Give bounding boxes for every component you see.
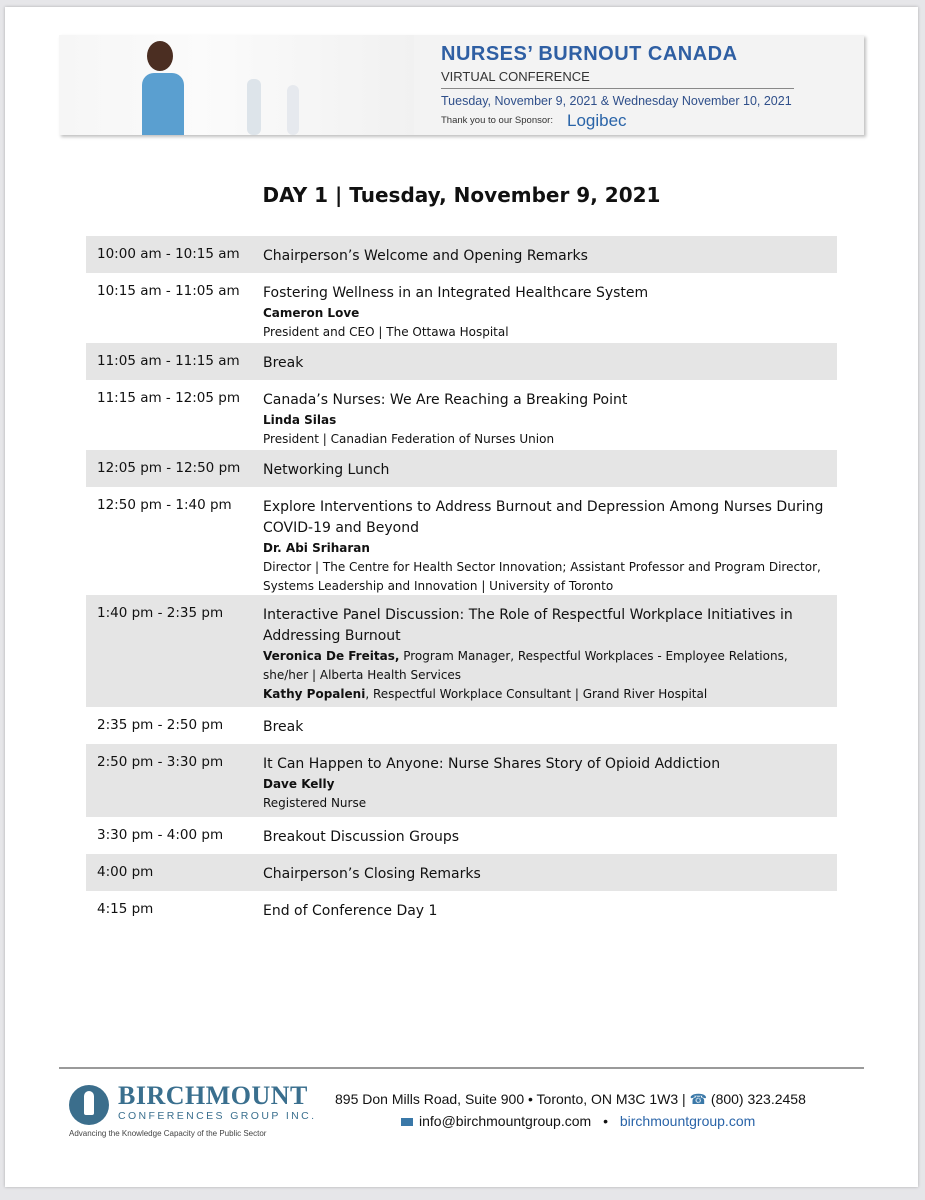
session-title: Break (263, 719, 304, 735)
session-title: Explore Interventions to Address Burnout and Depression Among Nurses During COVID-19 and Beyond (263, 499, 824, 536)
session-time: 3:30 pm - 4:00 pm (97, 827, 224, 843)
speaker-affiliation: Director | The Centre for Health Sector Innovation; Assistant Professor and Program Director, Systems Leadership and Innovation | University of Toronto (263, 560, 821, 593)
panelist (263, 685, 829, 704)
banner-divider (441, 88, 794, 89)
schedule-row (86, 450, 837, 487)
schedule-row (86, 707, 837, 744)
session-time: 1:40 pm - 2:35 pm (97, 605, 224, 621)
nurse-figure-body (142, 73, 184, 135)
session-time: 10:15 am - 11:05 am (97, 283, 240, 299)
speaker-affiliation: Registered Nurse (263, 796, 367, 810)
schedule-row (86, 380, 837, 450)
session-details (263, 827, 829, 848)
org-tagline: Advancing the Knowledge Capacity of the Public Sector (69, 1129, 267, 1138)
org-group: CONFERENCES GROUP INC. (118, 1110, 317, 1122)
speaker-affiliation: President | Canadian Federation of Nurses Union (263, 432, 555, 446)
session-details (263, 497, 829, 596)
org-name: BIRCHMOUNT (118, 1081, 308, 1110)
session-time: 2:50 pm - 3:30 pm (97, 754, 224, 770)
session-title: Fostering Wellness in an Integrated Healthcare System (263, 285, 649, 301)
phone-icon: ☎ (689, 1091, 708, 1107)
session-time: 11:15 am - 12:05 pm (97, 390, 240, 406)
phone-number[interactable]: (800) 323.2458 (710, 1091, 806, 1107)
session-time: 2:35 pm - 2:50 pm (97, 717, 224, 733)
speaker-name: Linda Silas (263, 413, 337, 427)
footer-contact-line (401, 1113, 755, 1129)
footer-divider (59, 1067, 864, 1069)
banner-subtitle: VIRTUAL CONFERENCE (441, 69, 590, 84)
speaker-name: Cameron Love (263, 306, 360, 320)
conference-banner (59, 35, 864, 135)
session-time: 4:00 pm (97, 864, 154, 880)
speaker-name: Dr. Abi Sriharan (263, 541, 370, 555)
banner-photo (59, 35, 414, 135)
session-title: It Can Happen to Anyone: Nurse Shares Story of Opioid Addiction (263, 756, 721, 772)
session-details (263, 864, 829, 885)
website-link[interactable]: birchmountgroup.com (619, 1113, 756, 1129)
session-details (263, 901, 829, 922)
session-title: End of Conference Day 1 (263, 903, 438, 919)
schedule-row (86, 854, 837, 891)
session-time: 12:05 pm - 12:50 pm (97, 460, 241, 476)
schedule-row (86, 595, 837, 707)
email-link[interactable]: info@birchmountgroup.com (419, 1113, 592, 1129)
banner-dates: Tuesday, November 9, 2021 & Wednesday November 10, 2021 (441, 94, 792, 108)
speaker-affiliation: President and CEO | The Ottawa Hospital (263, 325, 509, 339)
session-title: Networking Lunch (263, 462, 390, 478)
panelist (263, 647, 829, 685)
speaker-name: Dave Kelly (263, 777, 335, 791)
address: 895 Don Mills Road, Suite 900 • Toronto, ON M3C 1W3 | (335, 1091, 686, 1107)
background-figure (287, 85, 299, 135)
sponsor-label: Thank you to our Sponsor: (441, 115, 553, 126)
panelist-role: Program Manager, Respectful Workplaces - Employee Relations, she/her | Alberta Health Services (263, 649, 788, 682)
document-page (5, 7, 918, 1187)
sponsor-logo: Logibec (567, 111, 627, 130)
session-title: Canada’s Nurses: We Are Reaching a Breaking Point (263, 392, 628, 408)
session-details (263, 460, 829, 481)
session-details (263, 605, 829, 704)
separator: • (603, 1113, 608, 1129)
schedule-row (86, 343, 837, 380)
schedule-row (86, 487, 837, 595)
session-time: 4:15 pm (97, 901, 154, 917)
session-title: Interactive Panel Discussion: The Role of Respectful Workplace Initiatives in Addressing Burnout (263, 607, 793, 644)
session-time: 11:05 am - 11:15 am (97, 353, 240, 369)
schedule-row (86, 273, 837, 343)
session-details (263, 754, 829, 813)
session-details (263, 390, 829, 449)
schedule-row (86, 744, 837, 817)
session-time: 12:50 pm - 1:40 pm (97, 497, 232, 513)
session-details (263, 246, 829, 267)
tree-logo-icon (69, 1085, 109, 1125)
background-figure (247, 79, 261, 135)
session-title: Break (263, 355, 304, 371)
panelist-name: Kathy Popaleni (263, 687, 366, 701)
panelist-name: Veronica De Freitas, (263, 649, 400, 663)
session-details (263, 717, 829, 738)
day-heading: DAY 1 | Tuesday, November 9, 2021 (262, 183, 661, 207)
schedule-row (86, 891, 837, 928)
panelist-role: , Respectful Workplace Consultant | Grand River Hospital (365, 687, 708, 701)
session-details (263, 353, 829, 374)
mail-icon (401, 1118, 413, 1126)
schedule-row (86, 817, 837, 854)
session-time: 10:00 am - 10:15 am (97, 246, 240, 262)
banner-title: NURSES’ BURNOUT CANADA (441, 43, 738, 65)
session-title: Chairperson’s Welcome and Opening Remarks (263, 248, 588, 264)
schedule-row (86, 236, 837, 273)
session-title: Breakout Discussion Groups (263, 829, 460, 845)
footer-address-line (335, 1091, 806, 1108)
session-title: Chairperson’s Closing Remarks (263, 866, 481, 882)
session-details (263, 283, 829, 342)
nurse-figure-head (147, 41, 173, 71)
